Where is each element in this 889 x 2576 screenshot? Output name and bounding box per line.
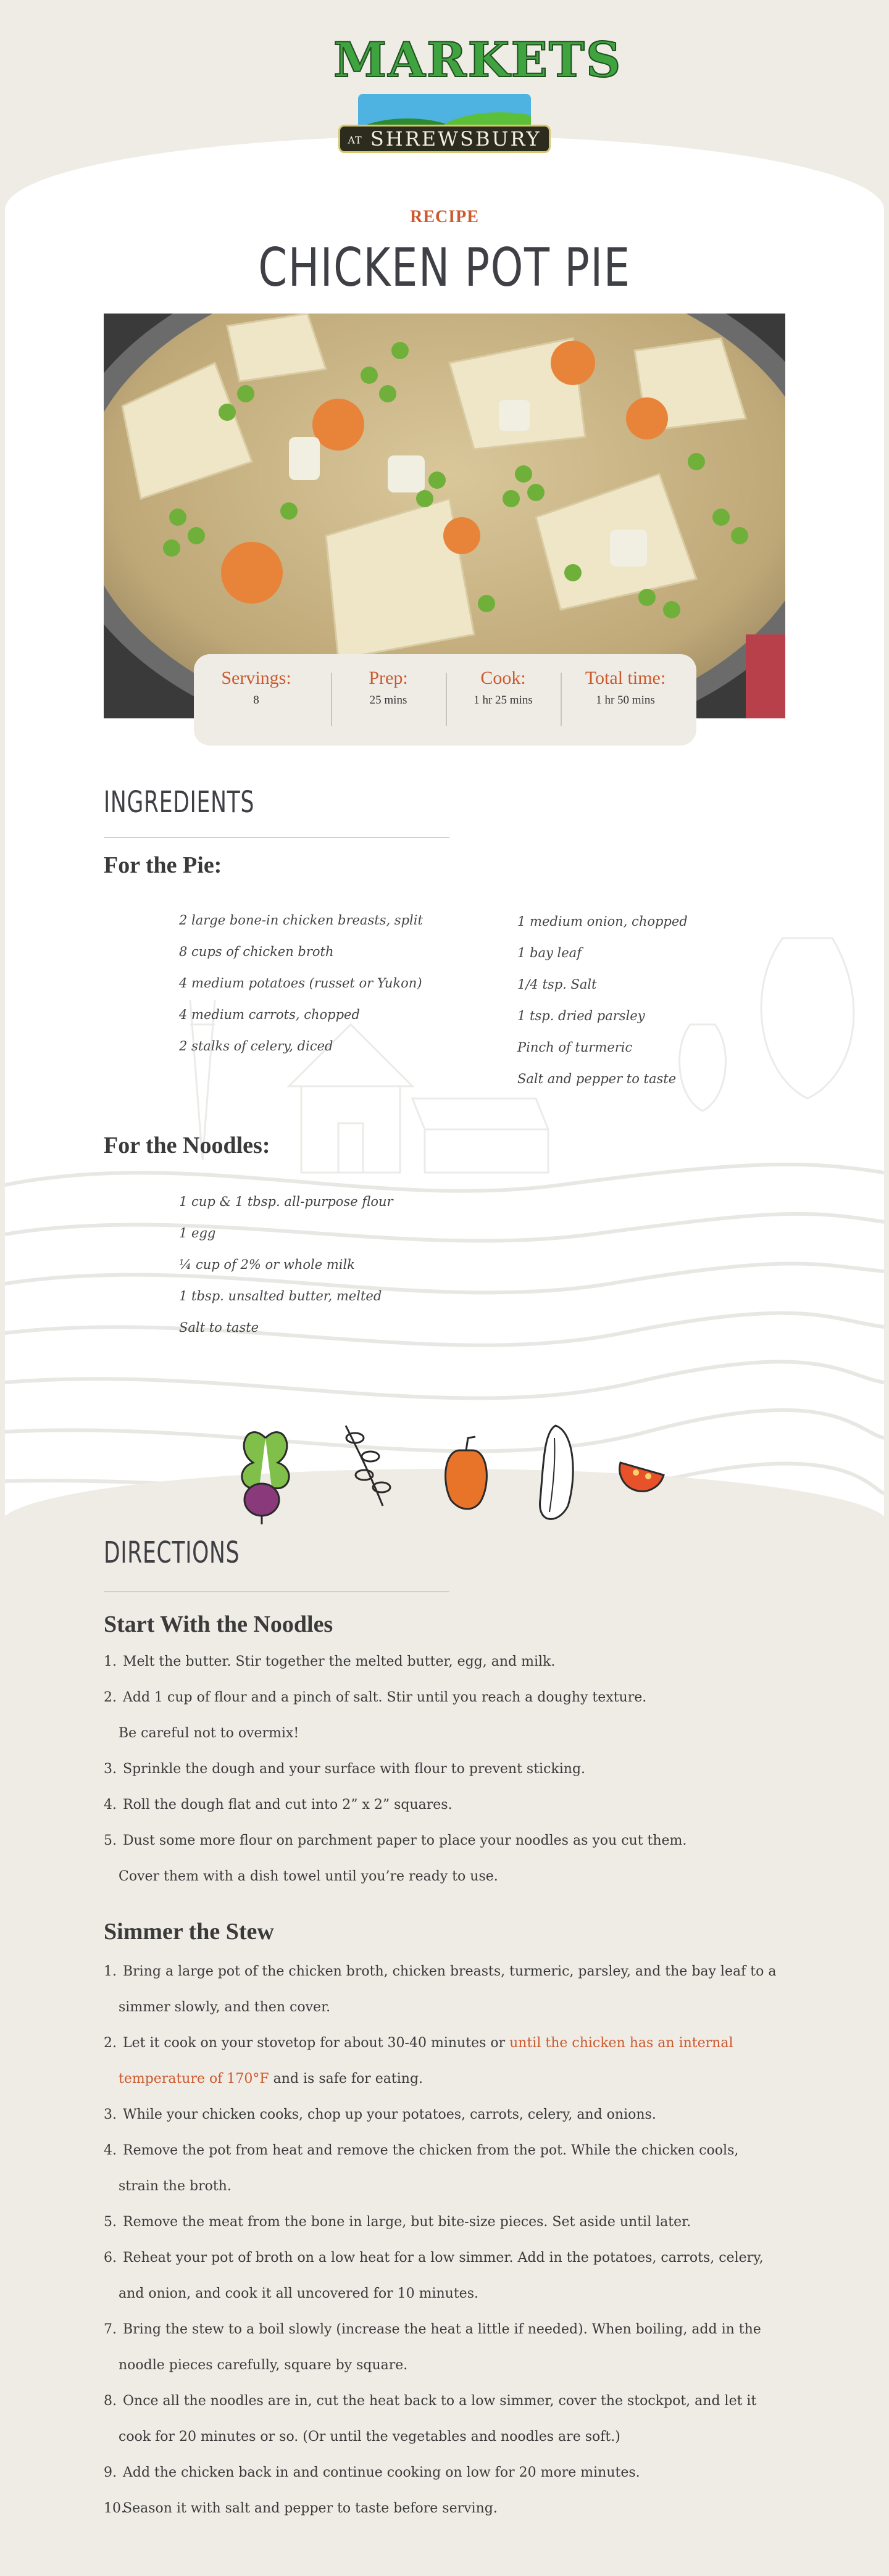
step-continuation: noodle pieces carefully, square by square.	[119, 2358, 408, 2373]
step-text: Dust some more flour on parchment paper to place your noodles as you cut them.	[123, 1833, 687, 1848]
list-item	[104, 2204, 776, 2240]
list-item: 4 medium carrots, chopped	[179, 1007, 360, 1022]
step-text: Remove the meat from the bone in large, but bite-size pieces. Set aside until later.	[123, 2214, 691, 2230]
list-item: Pinch of turmeric	[517, 1040, 633, 1055]
list-item: 1 tbsp. unsalted butter, melted	[179, 1289, 382, 1303]
list-item	[104, 2240, 776, 2312]
recipe-stats-card	[194, 654, 696, 746]
step-number: 3.	[104, 2107, 117, 2122]
step-continuation: Cover them with a dish towel until you’re ready to use.	[119, 1869, 498, 1884]
list-item	[104, 1787, 687, 1823]
stat-label: Prep:	[369, 668, 408, 688]
step-number: 2.	[104, 2035, 117, 2051]
bell-pepper-icon	[446, 1437, 487, 1509]
stat-label: Servings:	[221, 668, 291, 688]
stat-value: 1 hr 25 mins	[474, 694, 533, 707]
list-item	[104, 1644, 687, 1680]
step-text: Remove the pot from heat and remove the chicken from the pot. While the chicken cools,	[123, 2143, 739, 2158]
chicken-temperature-link-cont[interactable]: temperature of 170°F	[119, 2071, 269, 2087]
step-text: While your chicken cooks, chop up your potatoes, carrots, celery, and onions.	[123, 2107, 656, 2122]
list-item	[104, 2097, 776, 2133]
step-number: 5.	[104, 2214, 117, 2230]
step-text: Bring the stew to a boil slowly (increase the heat a little if needed). When boiling, add in the	[123, 2322, 761, 2337]
list-item: 1 tsp. dried parsley	[517, 1008, 645, 1023]
stat-value: 8	[253, 694, 259, 707]
ingredients-heading: INGREDIENTS	[104, 785, 255, 820]
noodles-steps-subheading: Start With the Noodles	[104, 1611, 333, 1637]
list-item: 4 medium potatoes (russet or Yukon)	[179, 976, 422, 991]
list-item	[104, 1823, 687, 1895]
logo-at: AT	[348, 134, 362, 146]
pie-subheading: For the Pie:	[104, 852, 222, 878]
step-text: Bring a large pot of the chicken broth, chicken breasts, turmeric, parsley, and the bay leaf to a	[123, 1964, 777, 1979]
list-item	[104, 2455, 776, 2491]
chicken-temperature-link[interactable]: until the chicken has an internal	[509, 2035, 733, 2051]
list-item: 8 cups of chicken broth	[179, 944, 334, 959]
step-number: 4.	[104, 2143, 117, 2158]
logo-subtitle: SHREWSBURY	[370, 127, 541, 151]
step-number: 5.	[104, 1833, 117, 1848]
recipe-kicker: RECIPE	[410, 207, 479, 226]
step-number: 1.	[104, 1964, 117, 1979]
step-text: Sprinkle the dough and your surface with flour to prevent sticking.	[123, 1761, 586, 1777]
stat-label: Cook:	[480, 668, 526, 688]
step-continuation: simmer slowly, and then cover.	[119, 2000, 331, 2015]
pie-ingredients-left	[179, 911, 423, 1068]
directions-rule	[104, 1591, 449, 1592]
list-item	[104, 2133, 776, 2204]
list-item: 2 large bone-in chicken breasts, split	[179, 913, 423, 928]
vegetable-illustrations	[0, 1413, 889, 1524]
directions-heading: DIRECTIONS	[104, 1535, 240, 1570]
step-text: Add the chicken back in and continue cooking on low for 20 more minutes.	[123, 2465, 640, 2480]
list-item: 1 bay leaf	[517, 945, 582, 960]
step-number: 2.	[104, 1690, 117, 1705]
step-text: Melt the butter. Stir together the melted butter, egg, and milk.	[123, 1654, 556, 1669]
list-item	[104, 2491, 776, 2527]
step-number: 3.	[104, 1761, 117, 1777]
stat-cook	[446, 668, 561, 707]
herb-sprig-icon	[346, 1426, 390, 1506]
step-number: 1.	[104, 1654, 117, 1669]
step-text: Add 1 cup of flour and a pinch of salt. Stir until you reach a doughy texture.	[123, 1690, 647, 1705]
stat-label: Total time:	[585, 668, 666, 688]
stat-value: 25 mins	[369, 694, 407, 707]
pie-ingredients-right	[517, 912, 688, 1101]
step-number: 4.	[104, 1797, 117, 1813]
list-item: 1/4 tsp. Salt	[517, 977, 597, 992]
step-continuation: cook for 20 minutes or so. (Or until the vegetables and noodles are soft.)	[119, 2429, 620, 2445]
step-number: 8.	[104, 2393, 117, 2409]
stat-servings	[199, 668, 314, 707]
step-text: Roll the dough flat and cut into 2” x 2” squares.	[123, 1797, 453, 1813]
brand-logo[interactable]	[333, 32, 622, 156]
logo-wordmark: MARKETS	[333, 32, 622, 88]
list-item	[104, 2312, 776, 2383]
list-item: 1 medium onion, chopped	[517, 914, 688, 929]
stat-value: 1 hr 50 mins	[596, 694, 655, 707]
stat-prep	[331, 668, 446, 707]
list-item	[104, 1680, 687, 1751]
list-item	[104, 2025, 776, 2097]
page-title: CHICKEN POT PIE	[258, 237, 631, 299]
noodles-subheading: For the Noodles:	[104, 1132, 270, 1158]
list-item	[104, 2383, 776, 2455]
zucchini-icon	[540, 1426, 574, 1519]
logo-banner	[338, 125, 551, 153]
list-item	[104, 1751, 687, 1787]
tomato-slice-icon	[620, 1463, 664, 1491]
step-text: Reheat your pot of broth on a low heat for a low simmer. Add in the potatoes, carrots, celery,	[123, 2250, 764, 2266]
step-text: Let it cook on your stovetop for about 30-40 minutes or	[123, 2035, 510, 2051]
list-item: Salt and pepper to taste	[517, 1071, 677, 1086]
ingredients-rule	[104, 837, 449, 838]
noodle-steps	[104, 1644, 687, 1895]
noodle-ingredients	[179, 1192, 393, 1350]
step-continuation: strain the broth.	[119, 2179, 232, 2194]
step-text: Once all the noodles are in, cut the heat back to a low simmer, cover the stockpot, and let it	[123, 2393, 757, 2409]
step-continuation: and is safe for eating.	[269, 2071, 424, 2087]
list-item	[104, 1954, 776, 2025]
stew-steps-subheading: Simmer the Stew	[104, 1919, 274, 1945]
step-continuation: and onion, and cook it all uncovered for 10 minutes.	[119, 2286, 478, 2301]
step-text: Season it with salt and pepper to taste before serving.	[123, 2501, 498, 2516]
step-number: 10.	[104, 2501, 125, 2516]
beet-icon	[242, 1432, 289, 1524]
list-item: Salt to taste	[179, 1320, 259, 1335]
step-continuation: Be careful not to overmix!	[119, 1726, 299, 1741]
step-number: 6.	[104, 2250, 117, 2266]
list-item: ¼ cup of 2% or whole milk	[179, 1257, 355, 1272]
step-number: 9.	[104, 2465, 117, 2480]
list-item: 1 cup & 1 tbsp. all-purpose flour	[179, 1194, 393, 1209]
stat-total-time	[561, 668, 690, 707]
step-number: 7.	[104, 2322, 117, 2337]
list-item: 1 egg	[179, 1226, 216, 1240]
stew-steps	[104, 1954, 776, 2527]
list-item: 2 stalks of celery, diced	[179, 1039, 333, 1053]
